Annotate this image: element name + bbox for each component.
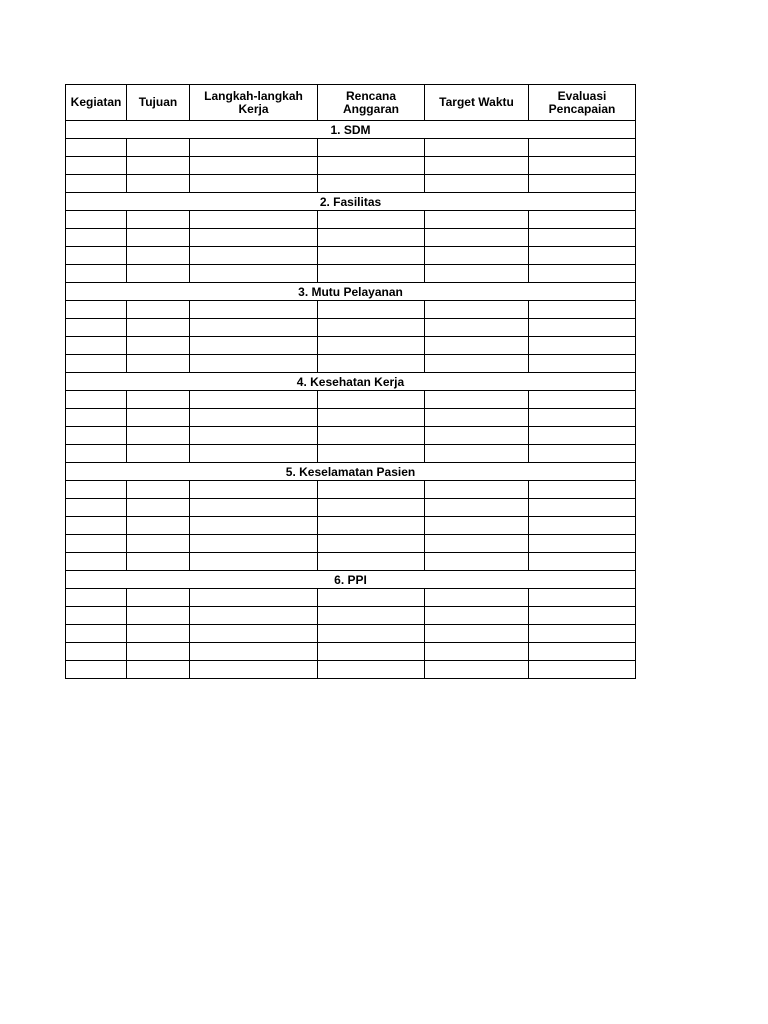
table-cell[interactable] (318, 625, 425, 643)
table-row (66, 643, 636, 661)
section-title: 1. SDM (66, 121, 636, 139)
table-cell[interactable] (425, 409, 529, 427)
table-cell[interactable] (127, 247, 190, 265)
table-cell[interactable] (190, 445, 318, 463)
table-cell[interactable] (127, 625, 190, 643)
table-cell[interactable] (190, 265, 318, 283)
table-cell[interactable] (66, 229, 127, 247)
table-cell[interactable] (190, 337, 318, 355)
table-cell[interactable] (425, 391, 529, 409)
table-row (66, 301, 636, 319)
table-row (66, 319, 636, 337)
table-cell[interactable] (127, 607, 190, 625)
table-cell[interactable] (529, 427, 636, 445)
section-row (66, 283, 636, 301)
table-cell[interactable] (66, 211, 127, 229)
table-cell[interactable] (318, 247, 425, 265)
table-cell[interactable] (190, 481, 318, 499)
table-cell[interactable] (190, 175, 318, 193)
table-cell[interactable] (425, 211, 529, 229)
table-cell[interactable] (318, 589, 425, 607)
table-cell[interactable] (318, 427, 425, 445)
table-cell[interactable] (127, 391, 190, 409)
table-cell[interactable] (318, 391, 425, 409)
table-cell[interactable] (127, 301, 190, 319)
table-cell[interactable] (318, 445, 425, 463)
table-cell[interactable] (127, 445, 190, 463)
table-row (66, 337, 636, 355)
table-row (66, 157, 636, 175)
table-cell[interactable] (529, 445, 636, 463)
header-tujuan: Tujuan (127, 85, 190, 121)
table-cell[interactable] (66, 355, 127, 373)
table-cell[interactable] (529, 517, 636, 535)
header-langkah-kerja: Langkah-langkah Kerja (190, 85, 318, 121)
section-row (66, 121, 636, 139)
table-cell[interactable] (66, 301, 127, 319)
table-row (66, 229, 636, 247)
table-cell[interactable] (127, 535, 190, 553)
table-row (66, 175, 636, 193)
table-cell[interactable] (318, 535, 425, 553)
table-cell[interactable] (425, 661, 529, 679)
table-cell[interactable] (425, 229, 529, 247)
table-cell[interactable] (425, 157, 529, 175)
table-cell[interactable] (425, 535, 529, 553)
section-row (66, 373, 636, 391)
table-cell[interactable] (529, 535, 636, 553)
table-cell[interactable] (190, 607, 318, 625)
table-cell[interactable] (318, 661, 425, 679)
table-cell[interactable] (190, 355, 318, 373)
table-cell[interactable] (127, 481, 190, 499)
table-cell[interactable] (425, 553, 529, 571)
table-cell[interactable] (190, 391, 318, 409)
table-cell[interactable] (190, 211, 318, 229)
table-row (66, 247, 636, 265)
table-cell[interactable] (529, 553, 636, 571)
table-cell[interactable] (529, 139, 636, 157)
table-row (66, 499, 636, 517)
table-cell[interactable] (190, 499, 318, 517)
table-cell[interactable] (425, 625, 529, 643)
table-cell[interactable] (425, 319, 529, 337)
table-cell[interactable] (66, 535, 127, 553)
table-cell[interactable] (127, 409, 190, 427)
table-cell[interactable] (127, 643, 190, 661)
table-row (66, 211, 636, 229)
header-target-waktu: Target Waktu (425, 85, 529, 121)
table-cell[interactable] (190, 139, 318, 157)
table-row (66, 535, 636, 553)
section-row (66, 193, 636, 211)
table-cell[interactable] (127, 157, 190, 175)
table-cell[interactable] (318, 409, 425, 427)
section-title: 2. Fasilitas (66, 193, 636, 211)
table-cell[interactable] (190, 427, 318, 445)
table-row (66, 607, 636, 625)
table-row (66, 355, 636, 373)
table-row (66, 391, 636, 409)
table-cell[interactable] (190, 661, 318, 679)
table-cell[interactable] (66, 661, 127, 679)
table-cell[interactable] (127, 427, 190, 445)
table-cell[interactable] (318, 607, 425, 625)
table-cell[interactable] (66, 589, 127, 607)
table-cell[interactable] (190, 553, 318, 571)
table-cell[interactable] (66, 607, 127, 625)
table-cell[interactable] (190, 247, 318, 265)
table-cell[interactable] (529, 589, 636, 607)
table-cell[interactable] (127, 661, 190, 679)
table-row (66, 139, 636, 157)
table-cell[interactable] (318, 517, 425, 535)
table-header (66, 85, 636, 121)
table-row (66, 589, 636, 607)
table-row (66, 661, 636, 679)
table-cell[interactable] (127, 319, 190, 337)
table-cell[interactable] (318, 139, 425, 157)
table-cell[interactable] (190, 319, 318, 337)
table-cell[interactable] (529, 625, 636, 643)
table-cell[interactable] (66, 409, 127, 427)
table-cell[interactable] (66, 265, 127, 283)
header-evaluasi-pencapaian: Evaluasi Pencapaian (529, 85, 636, 121)
table-cell[interactable] (318, 301, 425, 319)
table-row (66, 265, 636, 283)
table-cell[interactable] (127, 517, 190, 535)
table-cell[interactable] (529, 499, 636, 517)
table-cell[interactable] (127, 337, 190, 355)
table-cell[interactable] (127, 553, 190, 571)
table-cell[interactable] (66, 175, 127, 193)
table-cell[interactable] (425, 139, 529, 157)
table-cell[interactable] (425, 247, 529, 265)
table-cell[interactable] (318, 337, 425, 355)
table-cell[interactable] (66, 625, 127, 643)
table-cell[interactable] (318, 355, 425, 373)
table-cell[interactable] (529, 247, 636, 265)
table-cell[interactable] (190, 157, 318, 175)
header-row (66, 85, 636, 121)
table-cell[interactable] (190, 229, 318, 247)
table-row (66, 553, 636, 571)
table-cell[interactable] (190, 643, 318, 661)
table-cell[interactable] (529, 265, 636, 283)
header-rencana-anggaran: Rencana Anggaran (318, 85, 425, 121)
table-cell[interactable] (425, 175, 529, 193)
table-cell[interactable] (529, 607, 636, 625)
table-cell[interactable] (529, 481, 636, 499)
table-body (66, 121, 636, 679)
table-cell[interactable] (529, 229, 636, 247)
header-kegiatan: Kegiatan (66, 85, 127, 121)
section-row (66, 463, 636, 481)
table-cell[interactable] (529, 175, 636, 193)
table-cell[interactable] (529, 409, 636, 427)
table-cell[interactable] (66, 319, 127, 337)
table-cell[interactable] (425, 265, 529, 283)
section-title: 4. Kesehatan Kerja (66, 373, 636, 391)
table-cell[interactable] (318, 157, 425, 175)
table-cell[interactable] (127, 265, 190, 283)
table-cell[interactable] (127, 175, 190, 193)
table-cell[interactable] (425, 607, 529, 625)
table-row (66, 625, 636, 643)
table-cell[interactable] (425, 481, 529, 499)
table-cell[interactable] (66, 499, 127, 517)
table-cell[interactable] (127, 229, 190, 247)
table-cell[interactable] (66, 517, 127, 535)
table-cell[interactable] (127, 589, 190, 607)
table-cell[interactable] (190, 535, 318, 553)
table-cell[interactable] (66, 157, 127, 175)
section-title: 6. PPI (66, 571, 636, 589)
table-cell[interactable] (66, 247, 127, 265)
table-cell[interactable] (529, 211, 636, 229)
table-cell[interactable] (318, 643, 425, 661)
table-row (66, 517, 636, 535)
table-cell[interactable] (529, 391, 636, 409)
table-cell[interactable] (425, 517, 529, 535)
table-cell[interactable] (425, 355, 529, 373)
table-cell[interactable] (190, 301, 318, 319)
table-cell[interactable] (529, 355, 636, 373)
table-cell[interactable] (318, 319, 425, 337)
section-title: 3. Mutu Pelayanan (66, 283, 636, 301)
table-cell[interactable] (529, 157, 636, 175)
table-cell[interactable] (318, 175, 425, 193)
table-row (66, 445, 636, 463)
table-cell[interactable] (529, 643, 636, 661)
table-cell[interactable] (66, 553, 127, 571)
table-cell[interactable] (529, 319, 636, 337)
table-cell[interactable] (529, 337, 636, 355)
table-cell[interactable] (425, 337, 529, 355)
table-cell[interactable] (127, 355, 190, 373)
table-cell[interactable] (425, 445, 529, 463)
table-cell[interactable] (190, 409, 318, 427)
table-cell[interactable] (425, 643, 529, 661)
table-cell[interactable] (529, 301, 636, 319)
table-cell[interactable] (318, 229, 425, 247)
table-cell[interactable] (318, 481, 425, 499)
table-cell[interactable] (66, 337, 127, 355)
table-cell[interactable] (127, 499, 190, 517)
table-cell[interactable] (127, 139, 190, 157)
table-cell[interactable] (66, 427, 127, 445)
table-cell[interactable] (190, 625, 318, 643)
table-cell[interactable] (529, 661, 636, 679)
table-cell[interactable] (66, 445, 127, 463)
table-cell[interactable] (318, 265, 425, 283)
section-title: 5. Keselamatan Pasien (66, 463, 636, 481)
work-plan-table (65, 84, 636, 679)
table-cell[interactable] (190, 589, 318, 607)
table-cell[interactable] (127, 211, 190, 229)
table-cell[interactable] (425, 589, 529, 607)
table-cell[interactable] (66, 391, 127, 409)
table-row (66, 481, 636, 499)
table-cell[interactable] (66, 139, 127, 157)
table-cell[interactable] (190, 517, 318, 535)
table-cell[interactable] (66, 481, 127, 499)
table-cell[interactable] (425, 427, 529, 445)
table-row (66, 427, 636, 445)
table-cell[interactable] (66, 643, 127, 661)
table-row (66, 409, 636, 427)
table-cell[interactable] (425, 499, 529, 517)
table-cell[interactable] (318, 499, 425, 517)
table-cell[interactable] (318, 211, 425, 229)
table-cell[interactable] (318, 553, 425, 571)
section-row (66, 571, 636, 589)
table-cell[interactable] (425, 301, 529, 319)
